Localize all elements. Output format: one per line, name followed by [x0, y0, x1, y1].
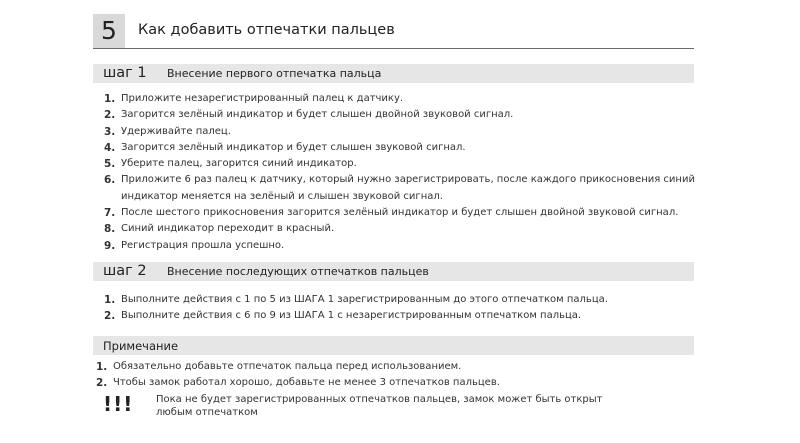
step1-bar	[93, 64, 694, 83]
section-number: 5	[93, 14, 125, 48]
item-number: 9.	[104, 239, 116, 252]
step1-list	[104, 91, 701, 254]
item-text: Приложите незарегистрированный палец к датчику.	[121, 93, 404, 104]
item-number: 8.	[104, 223, 116, 236]
item-number: 3.	[104, 125, 116, 138]
list-item	[104, 140, 701, 156]
item-number: 1.	[104, 294, 116, 306]
item-text: Синий индикатор переходит в красный.	[121, 223, 335, 235]
item-text: Чтобы замок работал хорошо, добавьте не менее 3 отпечатков пальцев.	[113, 377, 500, 389]
section-title: Как добавить отпечатки пальцев	[138, 22, 395, 38]
step2-label: шаг 2	[103, 263, 147, 279]
step1-title: Внесение первого отпечатка пальца	[167, 67, 382, 80]
item-number: 1.	[104, 93, 116, 105]
note-list	[96, 359, 500, 392]
item-number: 6.	[104, 174, 116, 187]
item-number: 2.	[104, 109, 116, 122]
list-item	[104, 292, 608, 308]
item-number: 1.	[96, 361, 108, 373]
item-text: Загорится зелёный индикатор и будет слышен звуковой сигнал.	[121, 141, 466, 153]
item-number: 5.	[104, 158, 116, 171]
item-text: Удерживайте палец.	[121, 125, 231, 137]
step2-title: Внесение последующих отпечатков пальцев	[167, 265, 429, 278]
item-text: После шестого прикосновения загорится зелёный индикатор и будет слышен двойной звуковой сигнал.	[121, 207, 679, 219]
list-item	[104, 124, 701, 140]
note-bar	[93, 336, 694, 355]
list-item	[104, 238, 701, 254]
list-item	[104, 221, 701, 237]
item-text: Уберите палец, загорится синий индикатор.	[121, 158, 357, 170]
list-item	[104, 91, 701, 107]
list-item	[104, 172, 701, 205]
step1-label: шаг 1	[103, 65, 147, 81]
warning-icon: !!!	[103, 392, 134, 416]
item-text: Регистрация прошла успешно.	[121, 239, 285, 251]
step2-bar	[93, 262, 694, 281]
step2-list	[104, 292, 608, 325]
list-item	[96, 375, 500, 391]
section-header	[93, 14, 694, 49]
item-number: 2.	[104, 310, 116, 323]
item-number: 7.	[104, 207, 116, 220]
warning-text: Пока не будет зарегистрированных отпечатков пальцев, замок может быть открыт любым отпечатком	[156, 394, 603, 418]
item-text: Обязательно добавьте отпечаток пальца перед использованием.	[113, 361, 462, 372]
item-number: 4.	[104, 141, 116, 154]
item-number: 2.	[96, 377, 108, 390]
list-item	[96, 359, 500, 375]
item-text: Приложите 6 раз палец к датчику, который нужно зарегистрировать, после каждого прикосновения синий индикатор меняется на зелёный и слышен звуковой сигнал.	[121, 174, 695, 202]
item-text: Загорится зелёный индикатор и будет слышен двойной звуковой сигнал.	[121, 109, 514, 121]
item-text: Выполните действия с 1 по 5 из ШАГА 1 зарегистрированным до этого отпечатком пальца.	[121, 294, 608, 305]
list-item	[104, 308, 608, 324]
item-text: Выполните действия с 6 по 9 из ШАГА 1 с незарегистрированным отпечатком пальца.	[121, 310, 582, 322]
note-label: Примечание	[103, 339, 179, 353]
list-item	[104, 107, 701, 123]
list-item	[104, 156, 701, 172]
list-item	[104, 205, 701, 221]
